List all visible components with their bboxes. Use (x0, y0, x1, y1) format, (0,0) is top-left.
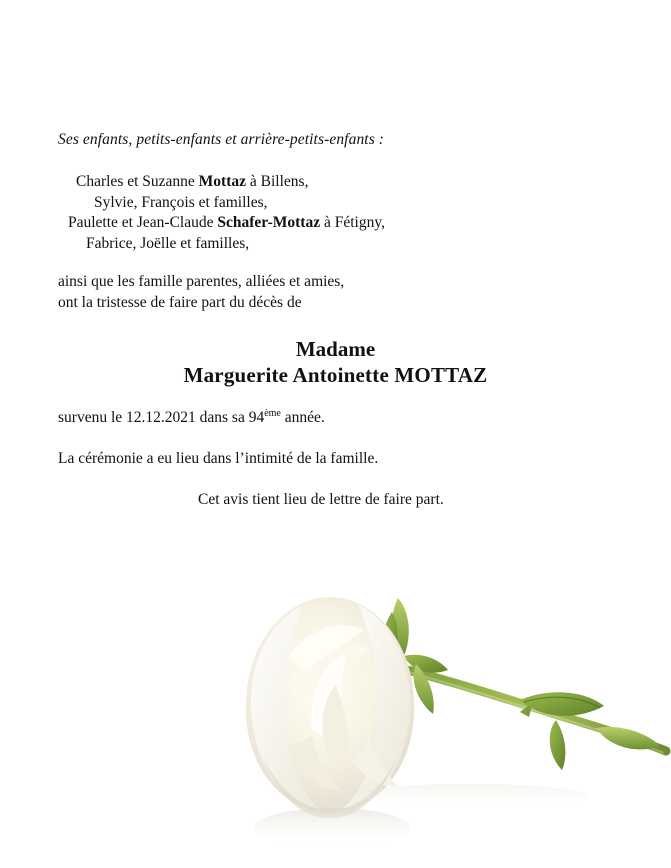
family-line-prefix: Charles et Suzanne (76, 173, 199, 190)
death-date-line (58, 408, 325, 427)
announcement-line-1: ainsi que les famille parentes, alliées et amies, (58, 273, 345, 290)
announcement-block (58, 272, 628, 313)
family-line-prefix: Fabrice, Joëlle et familles, (86, 234, 250, 252)
family-line-name: Schafer-Mottaz (217, 214, 321, 231)
white-rose-image (0, 560, 671, 868)
title-madame: Madame (295, 337, 376, 361)
family-line-name: Mottaz (198, 173, 247, 190)
intro-line: Ses enfants, petits-enfants et arrière-petits-enfants : (58, 131, 385, 148)
announcement-line-2: ont la tristesse de faire part du décès de (58, 293, 302, 311)
family-line-suffix: à Billens, (246, 173, 309, 190)
family-line-prefix: Sylvie, François et familles, (94, 193, 268, 211)
family-line-suffix: à Fétigny, (320, 214, 385, 231)
family-line (58, 172, 618, 193)
family-line-prefix: Paulette et Jean-Claude (68, 214, 218, 231)
family-line (58, 234, 618, 255)
deceased-block (0, 336, 671, 389)
deceased-name: Marguerite Antoinette MOTTAZ (183, 363, 488, 387)
death-age-exponent: ème (264, 408, 281, 419)
ceremony-line: La cérémonie a eu lieu dans l’intimité de la famille. (58, 450, 379, 467)
family-list (58, 172, 618, 254)
family-line (58, 213, 618, 234)
family-line (58, 193, 618, 214)
death-date-prefix: survenu le 12.12.2021 dans sa 94 (58, 409, 265, 427)
death-date-suffix: année. (280, 409, 325, 427)
notice-line: Cet avis tient lieu de lettre de faire part. (198, 491, 444, 508)
